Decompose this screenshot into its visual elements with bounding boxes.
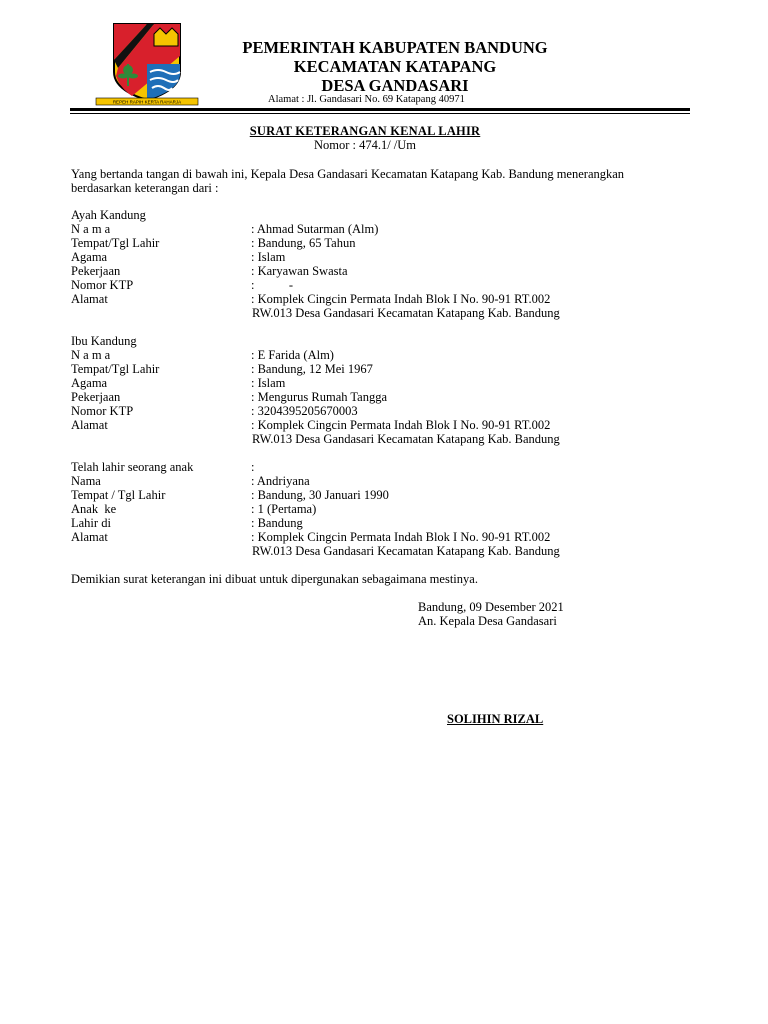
document-title: SURAT KETERANGAN KENAL LAHIR xyxy=(249,124,481,138)
kabupaten-bandung-logo xyxy=(92,20,202,106)
signature-place-date: Bandung, 09 Desember 2021 xyxy=(418,600,564,614)
closing-paragraph: Demikian surat keterangan ini dibuat untuk dipergunakan sebagaimana mestinya. xyxy=(71,572,478,586)
letterhead-rule xyxy=(70,108,690,111)
logo-motto: REPEH RAPIH KERTA RAHARJA xyxy=(112,99,182,105)
signature-position: An. Kepala Desa Gandasari xyxy=(418,614,557,628)
anak-address-continuation: RW.013 Desa Gandasari Kecamatan Katapang Kab. Bandung xyxy=(252,544,560,558)
ibu-address-continuation: RW.013 Desa Gandasari Kecamatan Katapang Kab. Bandung xyxy=(252,432,560,446)
ayah-address-continuation: RW.013 Desa Gandasari Kecamatan Katapang Kab. Bandung xyxy=(252,306,560,320)
letterhead-address: Alamat : Jl. Gandasari No. 69 Katapang 40971 xyxy=(268,94,465,105)
letterhead-rule-thin xyxy=(70,113,690,114)
document-number: Nomor : 474.1/ /Um xyxy=(313,138,417,152)
letterhead-village: DESA GANDASARI xyxy=(321,76,469,95)
signature-name: SOLIHIN RIZAL xyxy=(447,712,544,726)
intro-paragraph: Yang bertanda tangan di bawah ini, Kepala Desa Gandasari Kecamatan Katapang Kab. Bandung menerangkan berdasarkan keterangan dari : xyxy=(71,167,625,195)
letterhead-district: KECAMATAN KATAPANG xyxy=(293,57,497,76)
letterhead-government: PEMERINTAH KABUPATEN BANDUNG xyxy=(242,38,548,57)
document-page: REPEH RAPIH KERTA RAHARJA PEMERINTAH KABUPATEN BANDUNG KECAMATAN KATAPANG DESA GANDASARI Alamat : Jl. Gandasari No. 69 Katapang 40971 SURAT KETERANGAN KENAL LAHIR Nomor : 474.1/ /Um Yang bertanda tangan di bawah ini, Kepala Desa Gandasari Kecamatan Katapang Kab. Bandung menerangkan berdasarkan keterangan dari : Ayah Kandung N a m a : Ahmad Sutarman (Alm) Tempat/Tgl Lahir : Bandung, 65 Tahun Agama : Islam Pekerjaan : Karyawan Swasta Nomor KTP : - Alamat : Komplek Cingcin Permata Indah Blok I No. 90-91 RT.002 RW.013 Desa Gandasari Kecamatan Katapang Kab. Bandung Ibu Kandung N a m a : E Farida (Alm) Tempat/Tgl Lahir : Bandung, 12 Mei 1967 Agama : Islam Pekerjaan : Mengurus Rumah Tangga Nomor KTP : 3204395205670003 Alamat : Komplek Cingcin Permata Indah Blok I No. 90-91 RT.002 RW.013 Desa Gandasari Kecamatan Katapang Kab. Bandung Telah lahir seorang anak : Nama : Andriyana Tempat / Tgl Lahir : Bandung, 30 Januari 1990 Anak ke : 1 (Pertama) Lahir di : Bandung Alamat : Komplek Cingcin Permata Indah Blok I No. 90-91 RT.002 RW.013 Desa Gandasari Kecamatan Katapang Kab. Bandung Demikian surat keterangan ini dibuat untuk dipergunakan sebagaimana mestinya. Bandung, 09 Desember 2021 An. Kepala Desa Gandasari SOLIHIN RIZAL xyxy=(0,0,768,1024)
